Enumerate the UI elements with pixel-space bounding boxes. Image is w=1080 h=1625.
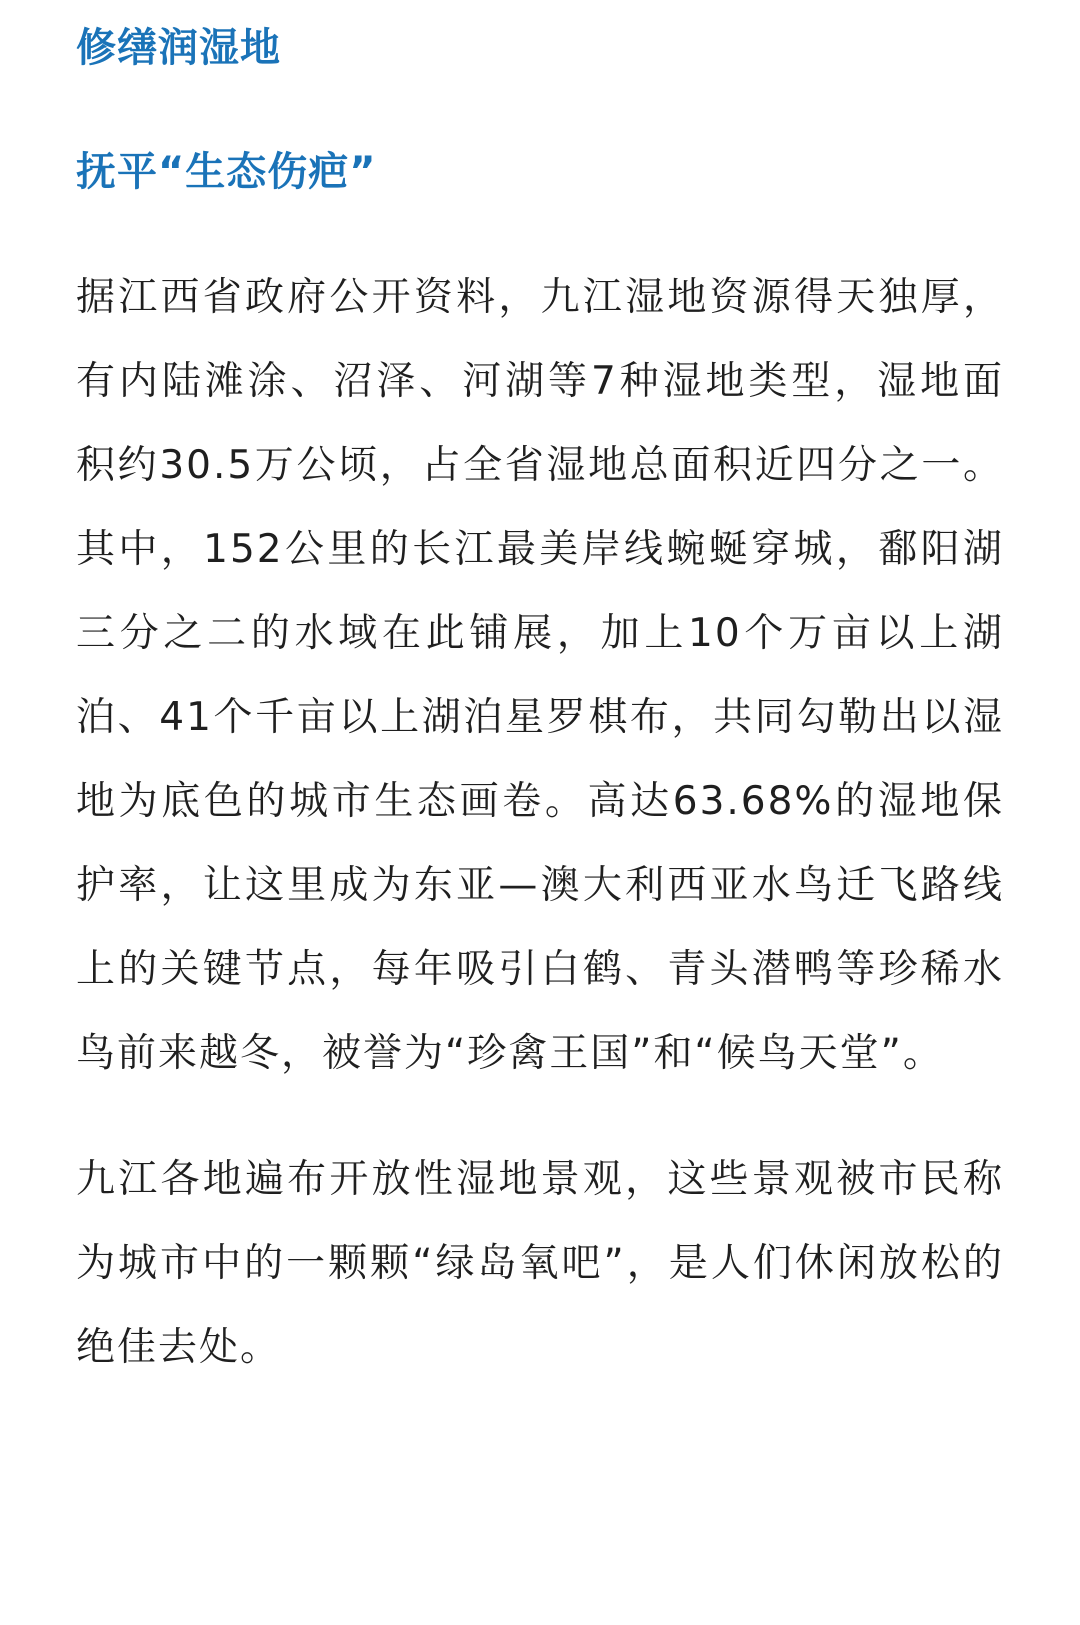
article-paragraph: 据江西省政府公开资料，九江湿地资源得天独厚，有内陆滩涂、沼泽、河湖等7种湿地类型，湿地面积约30.5万公顷，占全省湿地总面积近四分之一。其中，152公里的长江最美岸线蜿蜒穿城，鄱阳湖三分之二的水域在此铺展，加上10个万亩以上湖泊、41个千亩以上湖泊星罗棋布，共同勾勒出以湿地为底色的城市生态画卷。高达63.68%的湿地保护率，让这里成为东亚—澳大利西亚水鸟迁飞路线上的关键节点，每年吸引白鹤、青头潜鸭等珍稀水鸟前来越冬，被誉为“珍禽王国”和“候鸟天堂”。: [76, 275, 1004, 1076]
article-paragraph: 九江各地遍布开放性湿地景观，这些景观被市民称为城市中的一颗颗“绿岛氧吧”，是人们休闲放松的绝佳去处。: [76, 1157, 1004, 1370]
section-heading: 修缮润湿地: [76, 25, 281, 71]
section-subheading: 抚平“生态伤疤”: [76, 149, 377, 195]
